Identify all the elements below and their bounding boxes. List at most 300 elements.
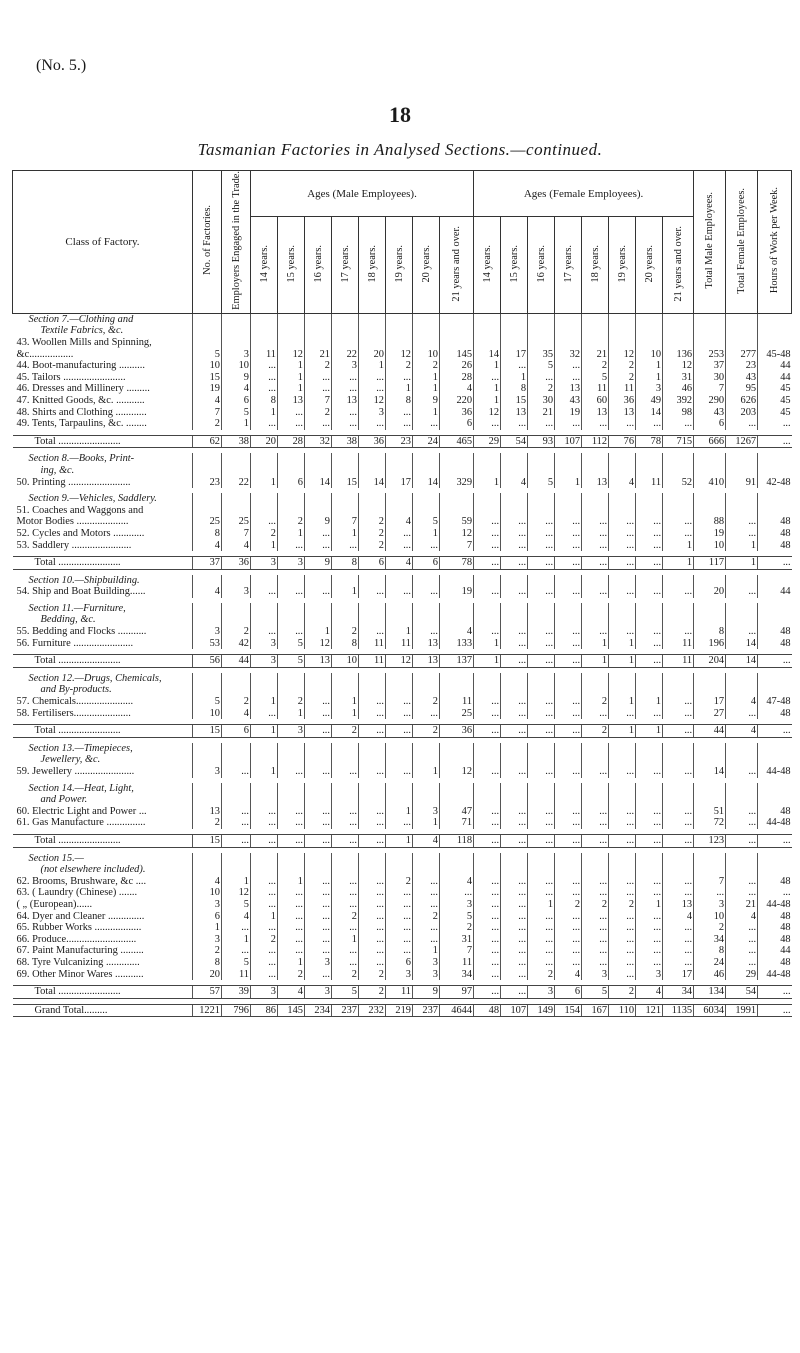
- table-cell: 72: [694, 817, 726, 829]
- table-cell: 17: [663, 969, 694, 981]
- table-cell: 1: [222, 418, 251, 430]
- table-cell: ...: [474, 834, 501, 847]
- table-cell: ...: [359, 957, 386, 969]
- table-cell: ...: [528, 418, 555, 430]
- empty-cell: [193, 614, 222, 626]
- table-cell: ...: [305, 372, 332, 384]
- table-cell: ...: [305, 834, 332, 847]
- table-row: [13, 418, 792, 430]
- factory-class-label: 61. Gas Manufacture ...............: [16, 817, 146, 829]
- empty-cell: [359, 743, 386, 755]
- table-cell: ...: [413, 626, 440, 638]
- table-cell: [501, 337, 528, 349]
- header-male-age: 21 years and over.: [440, 217, 474, 314]
- table-cell: 2: [278, 516, 305, 528]
- table-cell: [582, 337, 609, 349]
- empty-cell: [440, 453, 474, 465]
- table-cell: ...: [582, 528, 609, 540]
- empty-cell: [222, 853, 251, 865]
- table-cell: 3: [305, 957, 332, 969]
- empty-cell: [251, 614, 278, 626]
- table-cell: 2: [332, 969, 359, 981]
- table-cell: ...: [413, 887, 440, 899]
- table-cell: 1: [251, 407, 278, 419]
- table-cell: ...: [663, 922, 694, 934]
- table-cell: ...: [609, 817, 636, 829]
- table-cell: ...: [501, 626, 528, 638]
- table-cell: ...: [528, 922, 555, 934]
- table-cell: ...: [636, 934, 663, 946]
- table-cell: 1: [278, 360, 305, 372]
- table-cell: 78: [440, 557, 474, 570]
- factory-class-label: 56. Furniture .......................: [16, 637, 134, 649]
- empty-cell: [386, 684, 413, 696]
- empty-cell: [359, 575, 386, 587]
- empty-cell: [386, 783, 413, 795]
- empty-cell: [758, 853, 792, 865]
- empty-cell: [193, 783, 222, 795]
- table-cell: 167: [582, 1004, 609, 1017]
- table-row: [13, 766, 792, 778]
- table-cell: ...: [528, 638, 555, 650]
- table-cell: 117: [694, 557, 726, 570]
- table-row: [13, 407, 792, 419]
- table-cell: ...: [251, 957, 278, 969]
- factory-class-label: 44. Boot-manufacturing ..........: [16, 360, 145, 372]
- table-cell: ...: [501, 540, 528, 552]
- table-cell: 1: [726, 540, 758, 552]
- table-cell: ...: [305, 806, 332, 818]
- table-cell: ...: [726, 945, 758, 957]
- empty-cell: [609, 575, 636, 587]
- table-cell: 52: [663, 477, 694, 489]
- table-cell: 1: [386, 806, 413, 818]
- table-cell: 38: [222, 435, 251, 448]
- table-cell: 1: [528, 899, 555, 911]
- empty-cell: [726, 783, 758, 795]
- empty-cell: [278, 684, 305, 696]
- empty-cell: [222, 453, 251, 465]
- table-cell: 2: [582, 360, 609, 372]
- empty-cell: [555, 853, 582, 865]
- empty-cell: [413, 754, 440, 766]
- empty-cell: [278, 465, 305, 477]
- table-cell: 44: [222, 655, 251, 668]
- table-row: [13, 957, 792, 969]
- table-cell: 154: [555, 1004, 582, 1017]
- table-cell: ...: [609, 586, 636, 598]
- empty-cell: [555, 453, 582, 465]
- table-cell: 626: [726, 395, 758, 407]
- table-cell: ...: [555, 766, 582, 778]
- table-cell: 15: [332, 477, 359, 489]
- table-cell: 4: [222, 911, 251, 923]
- table-cell: 17: [386, 477, 413, 489]
- section-heading-row: [13, 614, 792, 626]
- empty-cell: [413, 864, 440, 876]
- table-cell: ...: [251, 876, 278, 888]
- table-cell: ...: [501, 655, 528, 668]
- table-cell: 14: [359, 477, 386, 489]
- empty-cell: [694, 754, 726, 766]
- table-cell: 44: [758, 586, 792, 598]
- empty-cell: [726, 743, 758, 755]
- table-cell: 6034: [694, 1004, 726, 1017]
- table-row: [13, 477, 792, 489]
- table-cell: ...: [278, 834, 305, 847]
- table-cell: 2: [193, 418, 222, 430]
- empty-cell: [193, 743, 222, 755]
- table-cell: 1: [359, 360, 386, 372]
- table-cell: 24: [694, 957, 726, 969]
- table-cell: 22: [222, 477, 251, 489]
- header-female-age: 21 years and over.: [663, 217, 694, 314]
- section-heading-row: [13, 453, 792, 465]
- empty-cell: [305, 465, 332, 477]
- table-cell: 4: [222, 383, 251, 395]
- empty-cell: [359, 453, 386, 465]
- total-label: Total ........................: [13, 725, 193, 738]
- table-cell: ...: [726, 876, 758, 888]
- table-cell: ...: [359, 372, 386, 384]
- table-cell: 3: [193, 626, 222, 638]
- header-factories: No. of Factories.: [193, 171, 222, 314]
- table-cell: ...: [663, 834, 694, 847]
- header-male-age: 18 years.: [359, 217, 386, 314]
- table-cell: ...: [278, 418, 305, 430]
- empty-cell: [474, 684, 501, 696]
- table-cell: 12: [359, 395, 386, 407]
- empty-cell: [332, 754, 359, 766]
- table-cell: 2: [413, 911, 440, 923]
- table-cell: 1: [332, 528, 359, 540]
- table-cell: ...: [305, 887, 332, 899]
- table-cell: 5: [222, 957, 251, 969]
- table-cell: 14: [474, 349, 501, 361]
- table-cell: 4: [193, 395, 222, 407]
- empty-cell: [278, 453, 305, 465]
- table-cell: ...: [528, 817, 555, 829]
- table-cell: ...: [474, 708, 501, 720]
- table-cell: 1: [332, 696, 359, 708]
- table-cell: 1: [474, 477, 501, 489]
- empty-cell: [332, 794, 359, 806]
- table-cell: 13: [413, 638, 440, 650]
- table-cell: ...: [609, 557, 636, 570]
- empty-cell: [305, 325, 332, 337]
- table-cell: 29: [726, 969, 758, 981]
- table-cell: 31: [440, 934, 474, 946]
- empty-cell: [278, 313, 305, 325]
- empty-cell: [501, 794, 528, 806]
- table-cell: ...: [609, 957, 636, 969]
- table-body: [13, 313, 792, 1016]
- table-cell: 3: [413, 806, 440, 818]
- table-cell: 15: [193, 372, 222, 384]
- table-cell: 1: [474, 383, 501, 395]
- table-cell: 203: [726, 407, 758, 419]
- empty-cell: [474, 783, 501, 795]
- table-cell: 4: [222, 708, 251, 720]
- table-cell: 2: [609, 360, 636, 372]
- empty-cell: [694, 325, 726, 337]
- empty-cell: [386, 794, 413, 806]
- empty-cell: [251, 493, 278, 505]
- empty-cell: [359, 325, 386, 337]
- table-cell: ...: [222, 817, 251, 829]
- table-cell: ...: [582, 876, 609, 888]
- table-cell: ...: [413, 876, 440, 888]
- empty-cell: [726, 603, 758, 615]
- empty-cell: [501, 453, 528, 465]
- table-cell: [332, 337, 359, 349]
- table-cell: ...: [386, 766, 413, 778]
- table-cell: 1991: [726, 1004, 758, 1017]
- table-cell: [222, 337, 251, 349]
- table-cell: ...: [332, 887, 359, 899]
- factory-class-label: 46. Dresses and Millinery .........: [16, 383, 150, 395]
- table-cell: 2: [251, 528, 278, 540]
- table-cell: ...: [636, 922, 663, 934]
- table-cell: 2: [582, 725, 609, 738]
- section-heading-row: [13, 493, 792, 505]
- empty-cell: [305, 743, 332, 755]
- table-cell: 11: [582, 383, 609, 395]
- table-cell: 7: [694, 876, 726, 888]
- table-cell: ...: [636, 516, 663, 528]
- table-cell: ...: [474, 876, 501, 888]
- table-cell: ...: [305, 899, 332, 911]
- empty-cell: [501, 754, 528, 766]
- table-cell: ...: [758, 887, 792, 899]
- empty-cell: [663, 465, 694, 477]
- factory-class-label: 55. Bedding and Flocks ...........: [16, 626, 147, 638]
- empty-cell: [528, 743, 555, 755]
- header-male-ages: Ages (Male Employees).: [251, 171, 474, 217]
- table-cell: ...: [636, 766, 663, 778]
- table-cell: [305, 505, 332, 517]
- table-cell: 34: [440, 969, 474, 981]
- empty-cell: [555, 743, 582, 755]
- table-cell: 1: [413, 372, 440, 384]
- table-cell: 133: [440, 638, 474, 650]
- table-cell: ...: [555, 372, 582, 384]
- table-row: [13, 806, 792, 818]
- table-cell: 4: [636, 986, 663, 999]
- empty-cell: [758, 575, 792, 587]
- empty-cell: [636, 684, 663, 696]
- table-cell: 42-48: [758, 477, 792, 489]
- table-cell: ...: [582, 945, 609, 957]
- empty-cell: [413, 673, 440, 685]
- table-cell: 1: [278, 957, 305, 969]
- table-row: [13, 887, 792, 899]
- table-cell: ...: [251, 922, 278, 934]
- empty-cell: [359, 684, 386, 696]
- table-cell: 54: [501, 435, 528, 448]
- empty-cell: [694, 603, 726, 615]
- table-cell: ...: [386, 817, 413, 829]
- table-cell: 59: [440, 516, 474, 528]
- empty-cell: [413, 614, 440, 626]
- empty-cell: [609, 325, 636, 337]
- empty-cell: [386, 754, 413, 766]
- table-cell: 8: [694, 626, 726, 638]
- empty-cell: [332, 614, 359, 626]
- table-cell: ...: [222, 945, 251, 957]
- table-cell: 11: [663, 655, 694, 668]
- table-cell: 48: [474, 1004, 501, 1017]
- empty-cell: [555, 673, 582, 685]
- empty-cell: [474, 864, 501, 876]
- table-cell: [413, 337, 440, 349]
- table-cell: 11: [636, 477, 663, 489]
- table-cell: ...: [474, 911, 501, 923]
- table-cell: 25: [222, 516, 251, 528]
- table-row: [13, 638, 792, 650]
- table-cell: 2: [278, 696, 305, 708]
- factory-class-label: 67. Paint Manufacturing .........: [16, 945, 144, 957]
- table-cell: ...: [726, 528, 758, 540]
- empty-cell: [474, 743, 501, 755]
- empty-cell: [726, 313, 758, 325]
- empty-cell: [694, 684, 726, 696]
- table-cell: [663, 505, 694, 517]
- table-row: [13, 934, 792, 946]
- table-cell: ...: [332, 899, 359, 911]
- table-row: [13, 586, 792, 598]
- section-heading: Section 14.—Heat, Light,: [28, 782, 134, 794]
- empty-cell: [251, 864, 278, 876]
- header-female-age: 17 years.: [555, 217, 582, 314]
- empty-cell: [386, 325, 413, 337]
- section-heading: Textile Fabrics, &c.: [40, 325, 124, 337]
- section-heading: Jewellery, &c.: [40, 754, 101, 766]
- header-female-age: 19 years.: [609, 217, 636, 314]
- empty-cell: [278, 864, 305, 876]
- table-cell: ...: [305, 766, 332, 778]
- table-cell: ...: [609, 528, 636, 540]
- table-cell: 15: [501, 395, 528, 407]
- table-cell: 10: [193, 360, 222, 372]
- table-cell: 12: [386, 655, 413, 668]
- table-cell: 1: [474, 395, 501, 407]
- empty-cell: [555, 575, 582, 587]
- header-female-age: 16 years.: [528, 217, 555, 314]
- empty-cell: [305, 673, 332, 685]
- table-cell: ...: [501, 516, 528, 528]
- factory-class-label: 69. Other Minor Wares ...........: [16, 968, 144, 980]
- empty-cell: [663, 313, 694, 325]
- empty-cell: [609, 614, 636, 626]
- empty-cell: [582, 864, 609, 876]
- table-cell: ...: [386, 899, 413, 911]
- table-cell: ...: [251, 626, 278, 638]
- empty-cell: [528, 614, 555, 626]
- table-cell: ...: [305, 725, 332, 738]
- table-cell: ...: [278, 934, 305, 946]
- factory-class-label: 63. ( Laundry (Chinese) .......: [16, 887, 138, 899]
- empty-cell: [694, 453, 726, 465]
- table-cell: ...: [758, 435, 792, 448]
- table-cell: ...: [663, 887, 694, 899]
- empty-cell: [222, 684, 251, 696]
- table-cell: ...: [359, 766, 386, 778]
- empty-cell: [555, 684, 582, 696]
- factory-class-label: 47. Knitted Goods, &c. ...........: [16, 394, 145, 406]
- section-heading-row: [13, 783, 792, 795]
- table-cell: ...: [474, 899, 501, 911]
- section-heading: and By-products.: [40, 684, 112, 696]
- empty-cell: [528, 603, 555, 615]
- table-cell: 2: [332, 626, 359, 638]
- table-cell: 12: [609, 349, 636, 361]
- table-cell: [440, 505, 474, 517]
- empty-cell: [758, 325, 792, 337]
- table-cell: ...: [663, 876, 694, 888]
- empty-cell: [193, 853, 222, 865]
- table-cell: ...: [359, 911, 386, 923]
- table-cell: 17: [694, 696, 726, 708]
- table-cell: ...: [474, 817, 501, 829]
- table-cell: 48: [758, 934, 792, 946]
- empty-cell: [305, 684, 332, 696]
- table-cell: 3: [386, 969, 413, 981]
- header-male-age: 15 years.: [278, 217, 305, 314]
- empty-cell: [663, 743, 694, 755]
- table-cell: 12: [440, 766, 474, 778]
- table-cell: ...: [555, 418, 582, 430]
- table-cell: ...: [609, 626, 636, 638]
- table-cell: ...: [555, 638, 582, 650]
- empty-cell: [222, 465, 251, 477]
- table-cell: ...: [305, 934, 332, 946]
- empty-cell: [386, 864, 413, 876]
- empty-cell: [278, 325, 305, 337]
- table-cell: ...: [555, 922, 582, 934]
- empty-cell: [528, 493, 555, 505]
- table-cell: 3: [251, 557, 278, 570]
- table-cell: ...: [582, 708, 609, 720]
- table-cell: ...: [663, 817, 694, 829]
- empty-cell: [501, 743, 528, 755]
- table-row: [13, 372, 792, 384]
- table-cell: 42: [222, 638, 251, 650]
- empty-cell: [413, 853, 440, 865]
- table-cell: ...: [663, 934, 694, 946]
- empty-cell: [222, 603, 251, 615]
- empty-cell: [359, 794, 386, 806]
- table-cell: 98: [663, 407, 694, 419]
- table-cell: ...: [278, 766, 305, 778]
- table-cell: [636, 505, 663, 517]
- table-cell: [359, 505, 386, 517]
- table-cell: ...: [663, 957, 694, 969]
- empty-cell: [413, 325, 440, 337]
- header-male-age: 19 years.: [386, 217, 413, 314]
- empty-cell: [663, 853, 694, 865]
- table-cell: ...: [332, 957, 359, 969]
- table-cell: ...: [726, 708, 758, 720]
- empty-cell: [582, 794, 609, 806]
- table-cell: 1: [555, 477, 582, 489]
- empty-cell: [440, 783, 474, 795]
- table-cell: 204: [694, 655, 726, 668]
- empty-cell: [440, 465, 474, 477]
- table-cell: ...: [758, 418, 792, 430]
- table-cell: 3: [193, 934, 222, 946]
- table-cell: 4: [193, 540, 222, 552]
